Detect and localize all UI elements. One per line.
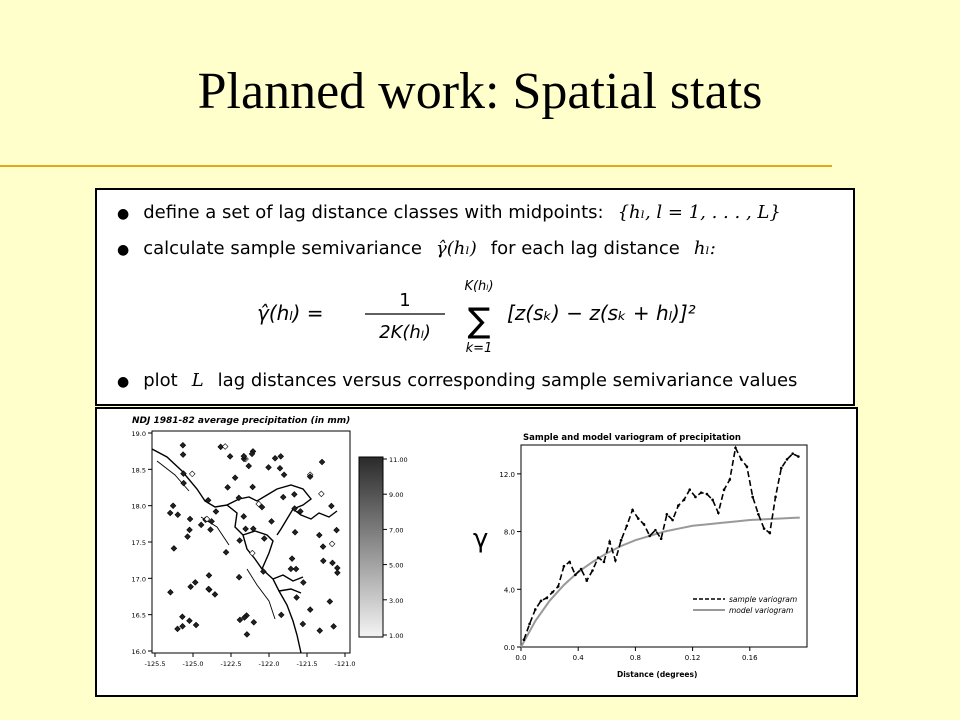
map-y-tick-label: 16.0	[131, 648, 146, 656]
map-y-tick-label: 16.5	[131, 611, 146, 620]
plot-area	[521, 445, 807, 647]
colorbar-tick-label: 3.00	[389, 596, 404, 605]
sample-point	[774, 496, 777, 499]
bullet-icon: ●	[117, 242, 130, 258]
sample-point	[580, 568, 583, 571]
map-title: NDJ 1981-82 average precipitation (in mm)	[132, 416, 351, 426]
sample-point	[608, 540, 611, 543]
formula-body: [z(sₖ) − z(sₖ + hₗ)]²	[507, 301, 696, 325]
precipitation-map	[132, 416, 356, 668]
formula-sum-top: K(hₗ)	[464, 279, 494, 294]
chart-y-tick-label: 0.0	[503, 644, 515, 652]
colorbar	[359, 456, 408, 640]
bullet-text-2: lag distances versus corresponding sample semivariance values	[217, 370, 798, 391]
sample-point	[563, 565, 566, 568]
chart-y-tick-label: 8.0	[503, 528, 515, 537]
sample-point	[763, 527, 766, 530]
bullet-lag-classes	[117, 202, 781, 223]
sample-point	[654, 529, 657, 532]
sample-point	[643, 523, 646, 526]
sample-point	[786, 458, 789, 461]
sample-point	[728, 478, 731, 481]
formula-sum-bottom: k=1	[465, 341, 493, 356]
map-x-tick-label: -125.5	[144, 660, 166, 668]
map-y-tick-label: 17.0	[131, 575, 146, 584]
bullet-math-2: hₗ:	[693, 238, 716, 259]
sample-point	[711, 499, 714, 502]
sample-point	[746, 465, 749, 468]
chart-x-tick-label: 0.8	[629, 654, 641, 662]
bullet-math: {hₗ, l = 1, . . . , L}	[617, 202, 781, 223]
figure-canvas	[97, 409, 856, 695]
colorbar-tick-label: 9.00	[389, 491, 404, 500]
map-y-tick-label: 18.5	[131, 466, 146, 475]
sample-point	[683, 499, 686, 502]
sample-point	[677, 504, 680, 507]
legend-model-label: model variogram	[729, 606, 794, 615]
sample-point	[666, 513, 669, 516]
sample-point	[734, 447, 737, 450]
chart-y-tick-label: 12.0	[499, 470, 515, 479]
colorbar-ramp	[359, 457, 383, 637]
sample-point	[648, 535, 651, 538]
sample-point	[751, 496, 754, 499]
chart-x-tick-label: 0.4	[572, 654, 584, 662]
chart-y-axis	[499, 471, 521, 652]
sample-point	[545, 597, 548, 600]
map-x-tick-label: -121.0	[334, 660, 356, 668]
bullet-text-2: for each lag distance	[490, 238, 680, 259]
map-x-tick-label: -121.5	[296, 660, 318, 668]
map-x-axis	[145, 653, 356, 668]
chart-x-tick-label: 0.12	[684, 654, 701, 662]
sample-point	[574, 574, 577, 577]
chart-x-tick-label: 0.16	[742, 654, 758, 662]
bullet-plot	[117, 370, 797, 391]
bullet-text: calculate sample semivariance	[143, 238, 422, 259]
semivariance-formula	[257, 276, 717, 361]
colorbar-tick-label: 1.00	[389, 632, 404, 640]
chart-title: Sample and model variogram of precipitation	[523, 433, 741, 443]
sample-point	[660, 537, 663, 540]
sample-point	[780, 467, 783, 470]
chart-xlabel: Distance (degrees)	[617, 670, 698, 679]
sample-point	[603, 561, 606, 564]
sample-point	[614, 559, 617, 562]
sample-point	[557, 585, 560, 588]
bullet-icon: ●	[117, 206, 130, 222]
formula-frac-num: 1	[399, 290, 411, 311]
bullet-semivariance	[117, 238, 716, 259]
chart-x-tick-label: 0.0	[515, 654, 527, 662]
map-x-tick-label: -125.0	[182, 660, 204, 668]
bullet-icon: ●	[117, 374, 130, 390]
map-x-tick-label: -122.0	[258, 660, 280, 668]
sample-point	[626, 525, 629, 528]
sample-point	[540, 600, 543, 603]
map-y-axis	[132, 430, 152, 656]
legend-sample-label: sample variogram	[729, 595, 798, 604]
formula-frac-den: 2K(hₗ)	[379, 322, 431, 343]
colorbar-tick-label: 7.00	[389, 526, 404, 535]
sample-point	[694, 496, 697, 499]
slide-title: Planned work: Spatial stats	[197, 63, 763, 120]
sum-symbol-icon: ∑	[467, 301, 491, 341]
sample-point	[591, 569, 594, 572]
sample-point	[568, 561, 571, 564]
sample-point	[637, 517, 640, 520]
bullet-math: L	[191, 370, 204, 391]
bullet-text: define a set of lag distance classes with midpoints:	[143, 202, 604, 223]
sample-point	[769, 532, 772, 535]
sample-point	[671, 519, 674, 522]
formula-lhs: γ̂(hₗ) =	[257, 301, 324, 325]
sample-point	[523, 638, 526, 641]
sample-point	[700, 491, 703, 494]
colorbar-tick-label: 11.00	[389, 456, 408, 464]
title-divider	[0, 165, 832, 167]
sample-point	[597, 556, 600, 559]
sample-point	[757, 513, 760, 516]
map-y-tick-label: 18.0	[131, 502, 146, 511]
chart-ylabel: γ	[473, 524, 489, 554]
sample-point	[528, 623, 531, 626]
map-y-tick-label: 19.0	[131, 430, 146, 438]
colorbar-ticks	[383, 456, 408, 640]
map-frame	[152, 431, 350, 653]
sample-point	[706, 493, 709, 496]
colorbar-tick-label: 5.00	[389, 561, 404, 570]
sample-point	[740, 458, 743, 461]
sample-point	[723, 488, 726, 491]
chart-y-tick-label: 4.0	[503, 586, 515, 595]
method-text-panel	[95, 188, 855, 406]
sample-point	[551, 591, 554, 594]
sample-point	[620, 539, 623, 542]
map-y-tick-label: 17.5	[131, 539, 146, 547]
variogram-chart	[473, 433, 807, 679]
figure-panel	[95, 407, 858, 697]
sample-point	[797, 455, 800, 458]
chart-x-axis	[515, 647, 758, 662]
sample-point	[585, 579, 588, 582]
sample-point	[688, 488, 691, 491]
bullet-math: γ̂(hₗ)	[435, 238, 477, 259]
sample-point	[717, 512, 720, 515]
map-x-tick-label: -122.5	[220, 660, 242, 668]
sample-point	[791, 452, 794, 455]
bullet-text: plot	[143, 370, 178, 391]
sample-point	[534, 608, 537, 611]
sample-point	[631, 509, 634, 512]
